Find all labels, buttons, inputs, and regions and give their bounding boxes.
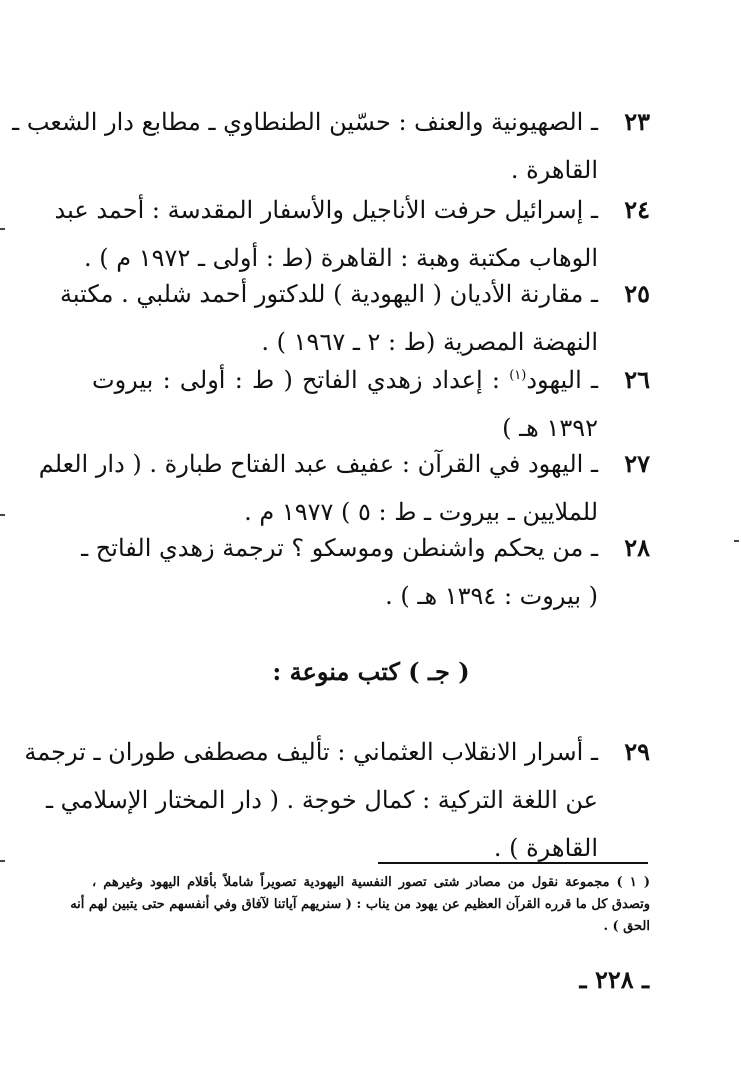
entry-line-2: ( بيروت : ١٣٩٤ هـ ) . bbox=[385, 582, 598, 610]
entry-line-1: ـ إسرائيل حرفت الأناجيل والأسفار المقدسة : أحمد عبد bbox=[54, 196, 598, 224]
footnote-divider bbox=[378, 862, 648, 864]
entry-line-1: ـ الصهيونية والعنف : حسّين الطنطاوي ـ مطابع دار الشعب ـ bbox=[12, 108, 598, 136]
entry-line-2: للملايين ـ بيروت ـ ط : ٥ ) ١٩٧٧ م . bbox=[244, 498, 598, 526]
footnote bbox=[70, 872, 650, 938]
entry-details: : إعداد زهدي الفاتح ( ط : أولى : بيروت bbox=[92, 366, 500, 394]
entry-line-2: القاهرة . bbox=[510, 156, 598, 184]
entry-line-2: الوهاب مكتبة وهبة : القاهرة (ط : أولى ـ ١٩٧٢ م ) . bbox=[84, 244, 598, 272]
bibliography-entry-24 bbox=[54, 186, 650, 282]
footnote-line-1: ( ١ ) مجموعة نقول من مصادر شتى تصور النفسية اليهودية تصويراً شاملاً بأقلام اليهود وغيرهم ، bbox=[92, 875, 650, 890]
entry-line-1: ـ اليهود في القرآن : عفيف عبد الفتاح طبارة . ( دار العلم bbox=[38, 450, 598, 478]
entry-number: ٢٧ bbox=[624, 449, 650, 478]
entry-number: ٢٦ bbox=[624, 365, 650, 394]
scan-mark bbox=[734, 540, 739, 542]
entry-line-1: ـ مقارنة الأديان ( اليهودية ) للدكتور أحمد شلبي . مكتبة bbox=[60, 280, 598, 308]
entry-number: ٢٩ bbox=[624, 737, 650, 766]
section-heading: ( جـ ) كتب منوعة : bbox=[272, 657, 470, 686]
bibliography-entry-28 bbox=[81, 524, 650, 620]
bibliography-entry-26 bbox=[92, 356, 650, 452]
footnote-reference: (١) bbox=[509, 368, 527, 383]
entry-line-2: ١٣٩٢ هـ ) bbox=[502, 414, 598, 442]
scan-mark bbox=[0, 514, 5, 516]
bibliography-entry-27 bbox=[38, 440, 650, 536]
entry-number: ٢٥ bbox=[624, 279, 650, 308]
bibliography-entry-25 bbox=[60, 270, 650, 366]
entry-line-3: القاهرة ) . bbox=[493, 834, 598, 862]
entry-line-1 bbox=[92, 356, 598, 404]
entry-title: ـ اليهود bbox=[526, 366, 598, 394]
entry-line-1: ـ أسرار الانقلاب العثماني : تأليف مصطفى طوران ـ ترجمة bbox=[24, 738, 598, 766]
page-number: ـ ٢٢٨ ـ bbox=[579, 965, 649, 994]
entry-line-2: النهضة المصرية (ط : ٢ ـ ١٩٦٧ ) . bbox=[261, 328, 598, 356]
entry-number: ٢٤ bbox=[624, 195, 650, 224]
footnote-line-3: الحق ) . bbox=[603, 919, 650, 934]
entry-number: ٢٣ bbox=[624, 107, 650, 136]
entry-line-1: ـ من يحكم واشنطن وموسكو ؟ ترجمة زهدي الفاتح ـ bbox=[81, 534, 598, 562]
bibliography-entry-23 bbox=[12, 98, 650, 194]
scan-mark bbox=[0, 228, 5, 230]
entry-number: ٢٨ bbox=[624, 533, 650, 562]
footnote-line-2: وتصدق كل ما قرره القرآن العظيم عن يهود من يناب : ( سنريهم آياتنا لآفاق وفي أنفسهم حتى يتبين لهم أنه bbox=[70, 897, 650, 912]
bibliography-entry-29 bbox=[24, 728, 650, 872]
scan-mark bbox=[0, 860, 5, 862]
entry-line-2: عن اللغة التركية : كمال خوجة . ( دار المختار الإسلامي ـ bbox=[45, 786, 598, 814]
